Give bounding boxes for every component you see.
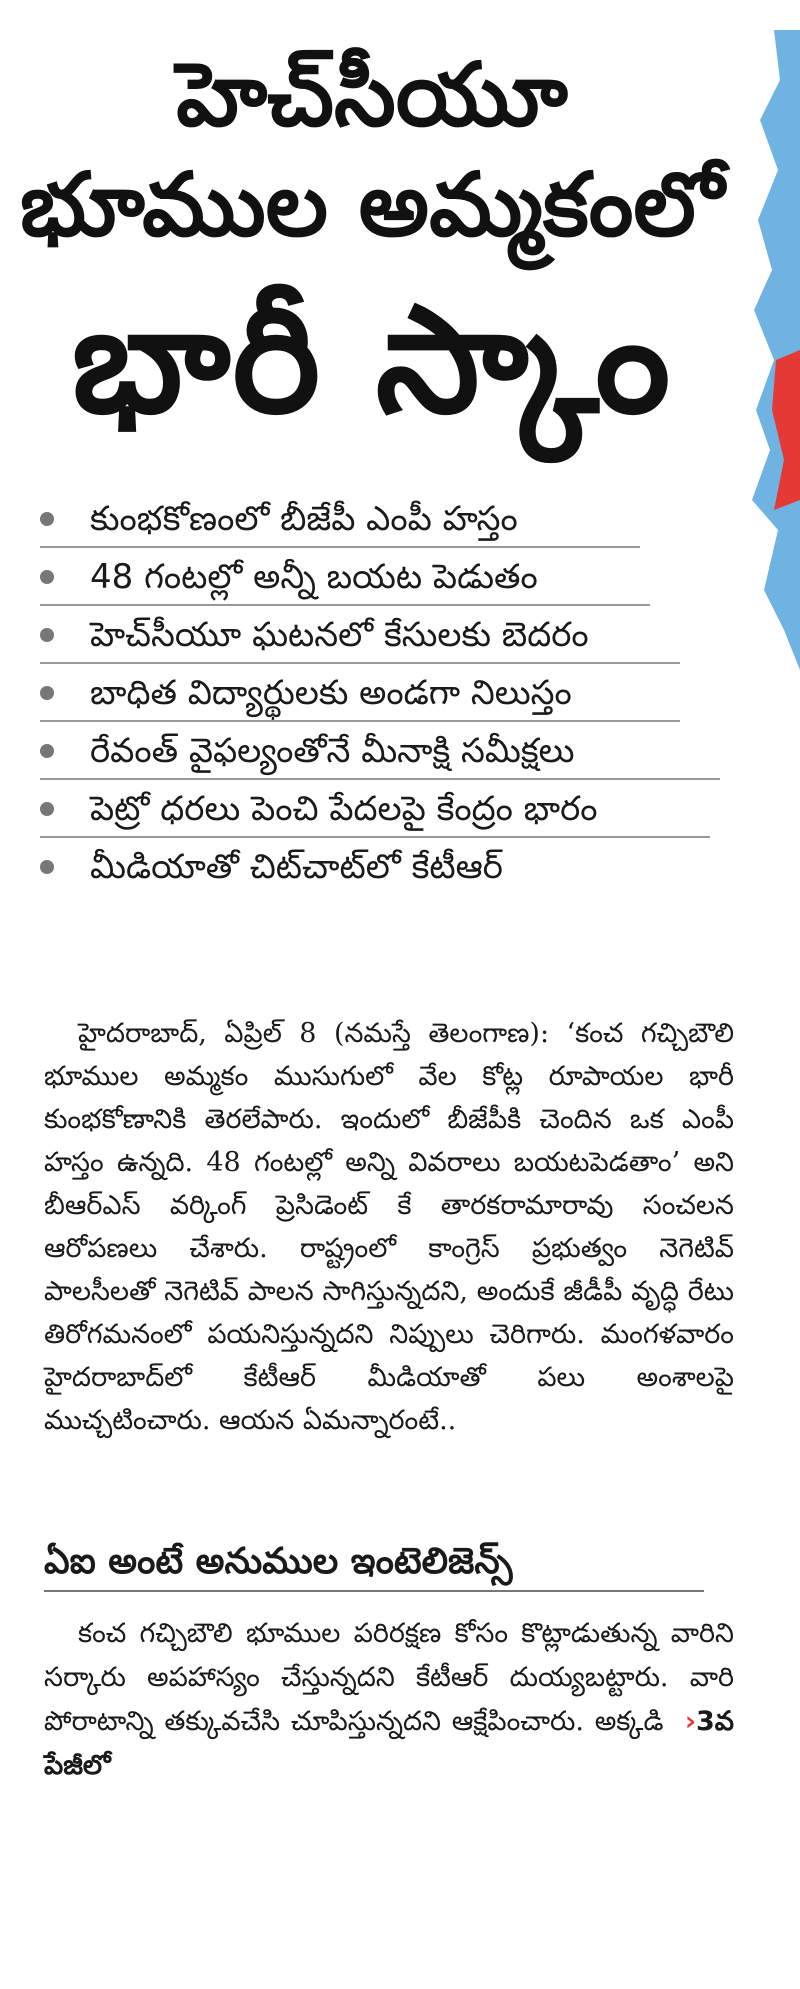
- bullet-list: [40, 490, 740, 896]
- continued-on-page-text: 3వ పేజీలో: [44, 1706, 734, 1781]
- bullet-text: కుంభకోణంలో బీజేపీ ఎంపీ హస్తం: [90, 499, 518, 539]
- bullet-item: [40, 838, 740, 896]
- article-body-continued: [44, 1612, 734, 1788]
- bullet-item: [40, 490, 740, 548]
- bullet-item: [40, 780, 740, 838]
- bullet-dot-icon: [40, 802, 54, 816]
- torn-page-scrap: [744, 30, 800, 670]
- bullet-text: 48 గంటల్లో అన్నీ బయట పెడుతం: [90, 557, 538, 597]
- bullet-dot-icon: [40, 686, 54, 700]
- headline-line-2: భూముల అమ్మకంలో: [20, 153, 724, 256]
- bullet-item: [40, 722, 740, 780]
- subheading: ఏఐ అంటే అనుముల ఇంటెలిజెన్స్: [44, 1541, 513, 1582]
- bullet-dot-icon: [40, 570, 54, 584]
- bullet-dot-icon: [40, 628, 54, 642]
- bullet-dot-icon: [40, 512, 54, 526]
- headline-line-3: భారీ స్కాం: [71, 274, 673, 446]
- headline-line-1: హెచ్‌సీయూ: [176, 43, 568, 146]
- article-body: హైదరాబాద్, ఏప్రిల్ 8 (నమస్తే తెలంగాణ): ‘కంచ గచ్చిబౌలి భూముల అమ్మకం ముసుగులో వేల కోట్ల రూపాయల భారీ కుంభకోణానికి తెరలేపారు. ఇందులో బీజేపీకి చెందిన ఒక ఎంపీ హస్తం ఉన్నది. 48 గంటల్లో అన్ని వివరాలు బయటపెడతాం’ అని బీఆర్‌ఎస్ వర్కింగ్ ప్రెసిడెంట్ కే తారకరామారావు సంచలన ఆరోపణలు చేశారు. రాష్ట్రంలో కాంగ్రెస్ ప్రభుత్వం నెగెటివ్ పాలసీలతో నెగెటివ్ పాలన సాగిస్తున్నదని, అందుకే జీడీపీ వృద్ధి రేటు తిరోగమనంలో పయనిస్తున్నదని నిప్పులు చెరిగారు. మంగళవారం హైదరాబాద్‌లో కేటీఆర్ మీడియాతో పలు అంశాలపై ముచ్చటించారు. ఆయన ఏమన్నారంటే..: [44, 1018, 734, 1436]
- bullet-text: రేవంత్ వైఫల్యంతోనే మీనాక్షి సమీక్షలు: [90, 731, 575, 771]
- bullet-item: [40, 548, 740, 606]
- subheading-underline: [44, 1590, 704, 1592]
- bullet-text: మీడియాతో చిట్‌చాట్‌లో కేటీఆర్: [90, 847, 503, 887]
- bullet-item: [40, 606, 740, 664]
- bullet-dot-icon: [40, 860, 54, 874]
- chevron-right-icon: ›: [684, 1706, 697, 1737]
- bullet-dot-icon: [40, 744, 54, 758]
- bullet-text: బాధిత విద్యార్థులకు అండగా నిలుస్తం: [90, 673, 572, 713]
- article-body-continued-text: కంచ గచ్చిబౌలి భూముల పరిరక్షణ కోసం కొట్లాడుతున్న వారిని సర్కారు అపహాస్యం చేస్తున్నదని కేటీఆర్ దుయ్యబట్టారు. వారి పోరాటాన్ని తక్కువచేసి చూపిస్తున్నదని ఆక్షేపించారు. అక్కడి: [44, 1618, 734, 1737]
- bullet-item: [40, 664, 740, 722]
- bullet-text: పెట్రో ధరలు పెంచి పేదలపై కేంద్రం భారం: [90, 789, 598, 829]
- bullet-text: హెచ్‌సీయూ ఘటనలో కేసులకు బెదరం: [90, 615, 589, 655]
